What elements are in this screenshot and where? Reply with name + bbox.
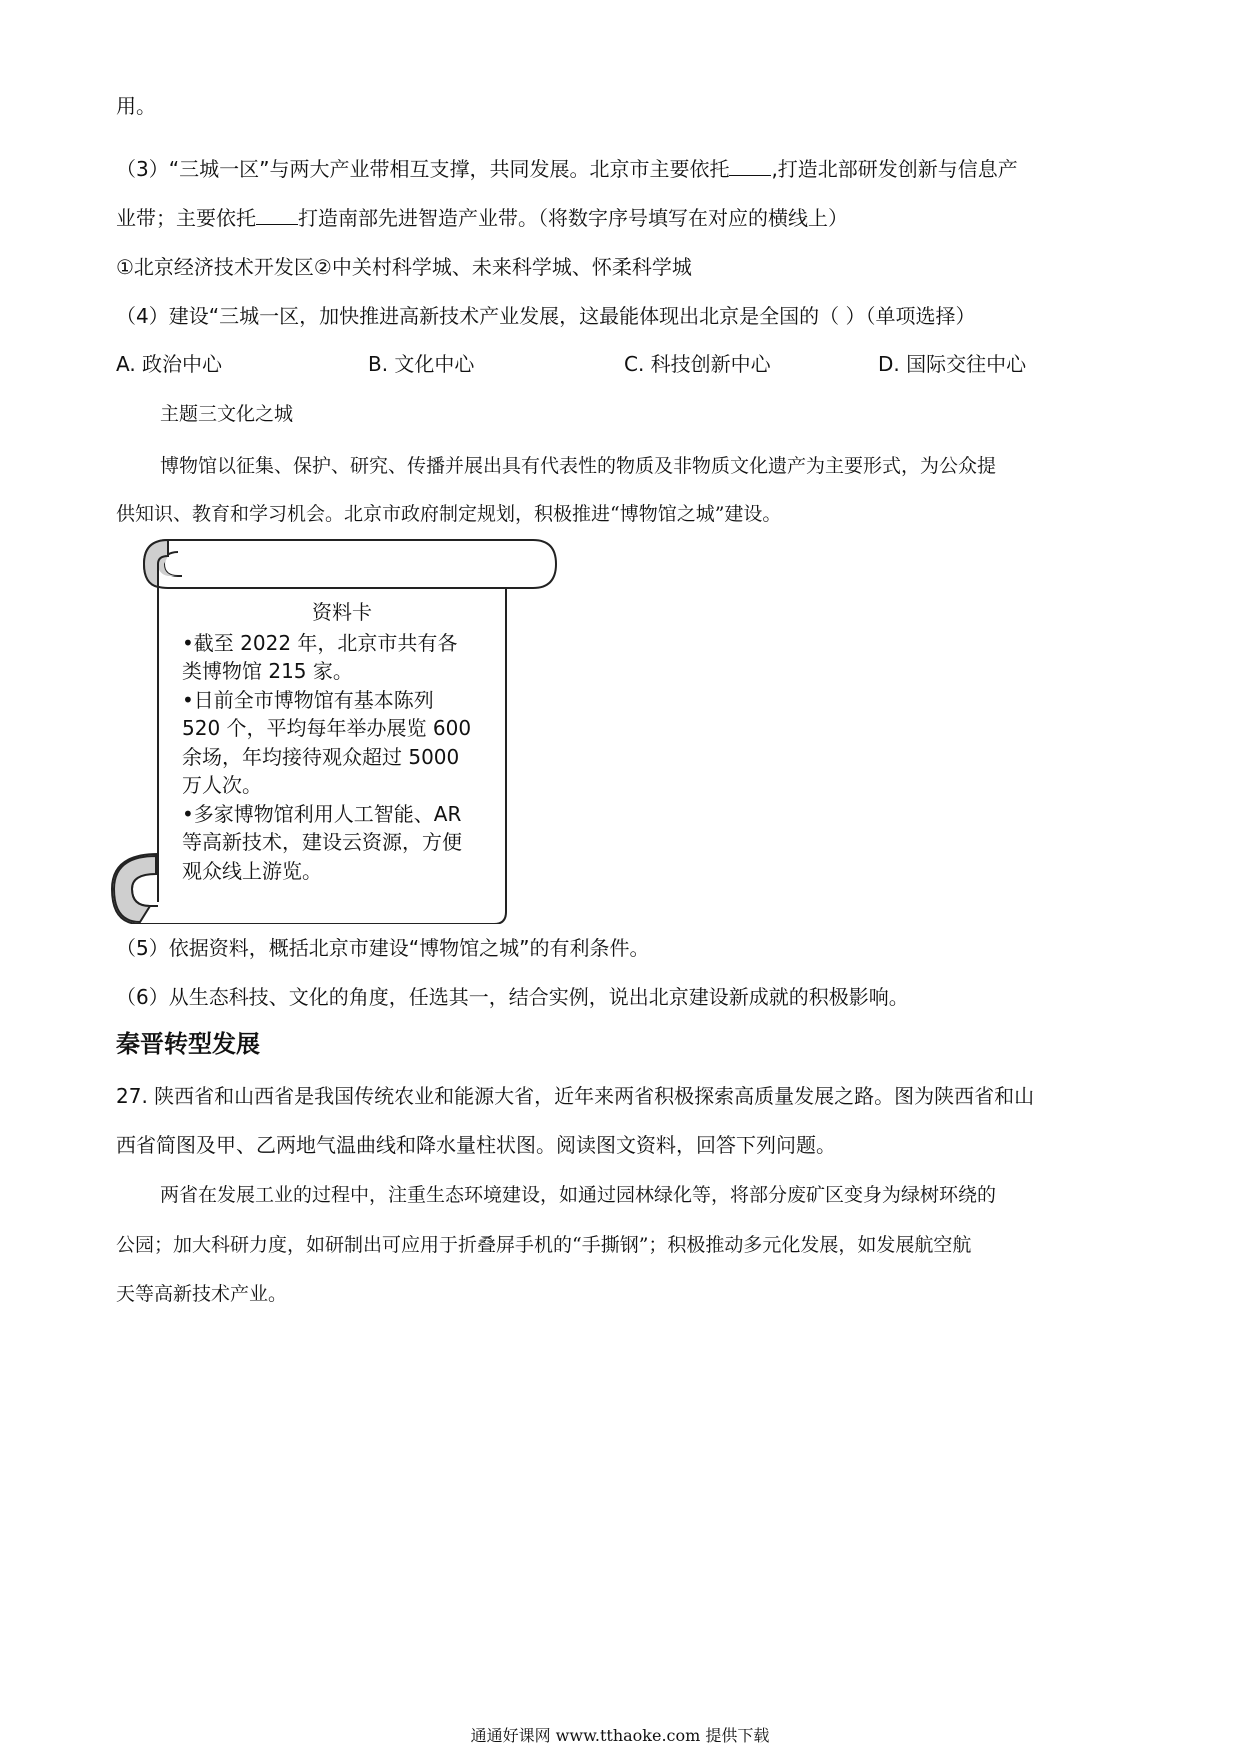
- theme-3-paragraph-1: 博物馆以征集、保护、研究、传播并展出具有代表性的物质及非物质文化遗产为主要形式，为公众提: [160, 455, 997, 477]
- question-27-line-2: 西省简图及甲、乙两地气温曲线和降水量柱状图。阅读图文资料，回答下列问题。: [116, 1133, 836, 1157]
- answer-blank-1[interactable]: [729, 155, 771, 176]
- info-card-line: 等高新技术，建设云资源，方便: [182, 830, 462, 854]
- question-3-line-2: [116, 204, 848, 232]
- theme-3-title: 主题三文化之城: [160, 403, 294, 425]
- question-4: （4）建设“三城一区，加快推进高新技术产业发展，这最能体现出北京是全国的（ ）（单项选择）: [116, 304, 976, 328]
- info-card-line: 余场，年均接待观众超过 5000: [182, 744, 460, 769]
- section-paragraph-1: 两省在发展工业的过程中，注重生态环境建设，如通过园林绿化等，将部分废矿区变身为绿树环绕的: [160, 1184, 997, 1206]
- question-5: （5）依据资料，概括北京市建设“博物馆之城”的有利条件。: [116, 936, 650, 960]
- theme-3-paragraph-2: 供知识、教育和学习机会。北京市政府制定规划，积极推进“博物馆之城”建设。: [116, 503, 782, 525]
- answer-blank-2[interactable]: [256, 204, 298, 225]
- page-footer: 通通好课网 www.tthaoke.com 提供下载: [470, 1726, 770, 1745]
- option-a[interactable]: A. 政治中心: [116, 352, 223, 376]
- option-b[interactable]: B. 文化中心: [368, 352, 475, 376]
- question-27-line-1: 27. 陕西省和山西省是我国传统农业和能源大省，近年来两省积极探索高质量发展之路。图为陕西省和山: [116, 1084, 1035, 1108]
- info-card-title: 资料卡: [312, 600, 372, 624]
- info-card-line: 520 个，平均每年举办展览 600: [182, 716, 472, 740]
- section-paragraph-2: 公园；加大科研力度，如研制出可应用于折叠屏手机的“手撕钢”；积极推动多元化发展，如发展航空航: [116, 1234, 972, 1256]
- line-intro: 用。: [116, 94, 156, 118]
- question-3-line-1: [116, 155, 1018, 183]
- info-card-line: •截至 2022 年，北京市共有各: [182, 630, 458, 655]
- info-card-line: •多家博物馆利用人工智能、AR: [182, 801, 462, 826]
- info-card-line: 万人次。: [182, 773, 262, 797]
- question-3-choices: ①北京经济技术开发区②中关村科学城、未来科学城、怀柔科学城: [116, 255, 692, 279]
- option-c[interactable]: C. 科技创新中心: [624, 352, 771, 376]
- section-paragraph-3: 天等高新技术产业。: [116, 1283, 288, 1305]
- question-3-text-1: （3）“三城一区”与两大产业带相互支撑，共同发展。北京市主要依托: [116, 157, 730, 181]
- info-card-line: 类博物馆 215 家。: [182, 659, 353, 683]
- question-3-text-2: ,打造北部研发创新与信息产: [771, 157, 1018, 181]
- question-6: （6）从生态科技、文化的角度，任选其一，结合实例，说出北京建设新成就的积极影响。: [116, 985, 909, 1009]
- option-d[interactable]: D. 国际交往中心: [878, 352, 1027, 376]
- question-3-text-4: 打造南部先进智造产业带。（将数字序号填写在对应的横线上）: [298, 206, 848, 230]
- info-card-line: •日前全市博物馆有基本陈列: [182, 687, 434, 712]
- question-3-text-3: 业带；主要依托: [116, 206, 256, 230]
- section-heading: 秦晋转型发展: [116, 1030, 260, 1058]
- info-card: [182, 598, 502, 885]
- info-card-line: 观众线上游览。: [182, 858, 322, 883]
